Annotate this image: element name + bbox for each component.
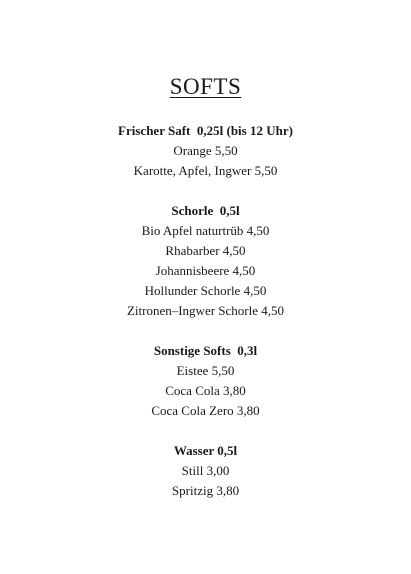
menu-item: Spritzig 3,80 — [171, 483, 240, 498]
section-heading: Wasser 0,5l — [173, 443, 238, 458]
section-frischer-saft — [0, 121, 411, 181]
section-schorle — [0, 201, 411, 321]
section-sonstige-softs — [0, 341, 411, 421]
menu-item: Rhabarber 4,50 — [165, 243, 246, 258]
menu-item: Orange 5,50 — [173, 143, 238, 158]
section-wasser — [0, 441, 411, 501]
menu-item: Eistee 5,50 — [176, 363, 235, 378]
menu-item: Bio Apfel naturtrüb 4,50 — [141, 223, 270, 238]
section-heading: Sonstige Softs 0,3l — [153, 343, 258, 358]
page-title: SOFTS — [169, 74, 242, 99]
menu-item: Zitronen–Ingwer Schorle 4,50 — [126, 303, 285, 318]
menu-item: Hollunder Schorle 4,50 — [144, 283, 267, 298]
menu-item: Karotte, Apfel, Ingwer 5,50 — [133, 163, 278, 178]
menu-item: Johannisbeere 4,50 — [155, 263, 256, 278]
section-heading: Frischer Saft 0,25l (bis 12 Uhr) — [118, 123, 293, 138]
menu-item: Still 3,00 — [181, 463, 230, 478]
menu-item: Coca Cola 3,80 — [165, 383, 246, 398]
section-heading: Schorle 0,5l — [171, 203, 240, 218]
menu-item: Coca Cola Zero 3,80 — [151, 403, 260, 418]
